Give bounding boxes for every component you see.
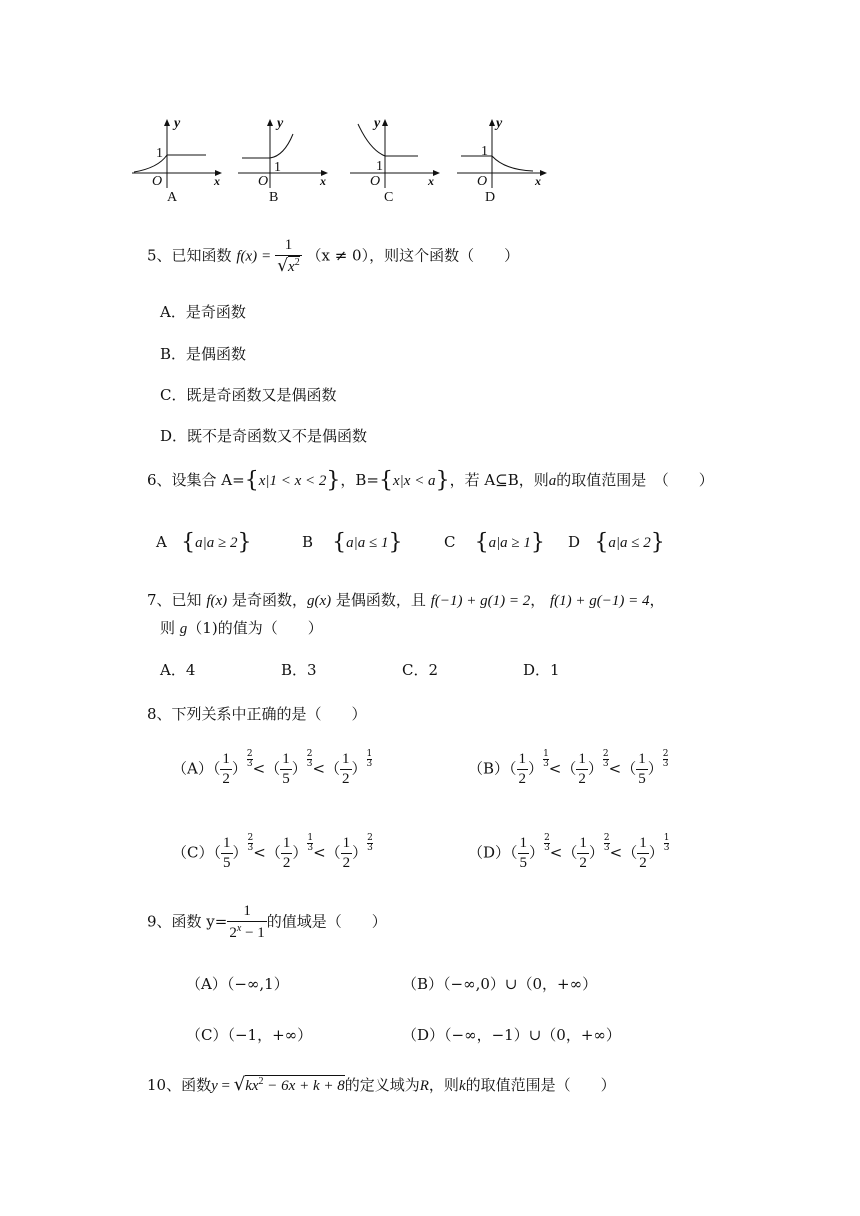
q10-prefix: 10、函数 xyxy=(147,1076,212,1094)
q6-option-label: A xyxy=(156,533,167,551)
origin-label: O xyxy=(477,174,488,189)
x-axis-label: x xyxy=(428,174,434,188)
graph-c xyxy=(348,116,443,206)
q8-option-label: （C） xyxy=(172,843,214,862)
frac-den: 2 xyxy=(342,855,351,871)
q7-text: 是偶函数，且 xyxy=(335,591,426,609)
brace-open: { xyxy=(594,530,609,555)
exp-num: 2 xyxy=(247,833,254,843)
q7-g: g xyxy=(179,621,188,637)
exp-num: 2 xyxy=(246,749,253,759)
exp-num: 2 xyxy=(367,833,373,843)
frac-num: 1 xyxy=(342,751,350,767)
sqrt-sign: √ xyxy=(233,1074,246,1095)
q9-num: 1 xyxy=(243,903,251,919)
exp-den: 3 xyxy=(247,843,254,853)
q7-text: 则 xyxy=(160,619,176,637)
q8-option-label: （A） xyxy=(172,759,213,778)
q7-equation-1: f(−1) + g(1) = 2 xyxy=(430,593,531,609)
exp-num: 1 xyxy=(307,833,314,843)
origin-label: O xyxy=(258,174,269,189)
exp-num: 1 xyxy=(366,749,373,759)
q7-equation-2: f(1) + g(−1) = 4 xyxy=(550,593,650,609)
q6-option-label: C xyxy=(444,533,456,551)
brace-open: { xyxy=(181,530,196,555)
frac-den: 2 xyxy=(579,855,587,871)
q6-tail1: ，若 A⊆B，则 xyxy=(449,471,549,489)
q5-eq: = xyxy=(261,248,271,265)
q6-option-label: B xyxy=(302,533,314,551)
q7-option-b: B．3 xyxy=(281,661,317,679)
q10-mid: 的定义域为 xyxy=(344,1076,420,1094)
q10-radicand xyxy=(245,1075,345,1094)
q6-option-b xyxy=(302,532,402,553)
q7-text: ， xyxy=(530,591,546,609)
exp-den: 3 xyxy=(663,843,670,853)
q10-rad-rest: − 6x + k + 8 xyxy=(263,1078,345,1094)
graph-b-plot xyxy=(236,116,331,191)
q7-line1 xyxy=(147,590,665,611)
q6-option-a xyxy=(156,532,252,553)
exp-den: 3 xyxy=(366,759,373,769)
q6-option-set: a|a ≤ 1 xyxy=(346,535,389,551)
q10-k: k xyxy=(458,1078,466,1094)
exp-den: 3 xyxy=(603,843,610,853)
q5-rad: x xyxy=(288,259,295,275)
brace-close: } xyxy=(388,530,403,555)
graph-label: B xyxy=(269,190,279,205)
x-axis-label: x xyxy=(535,174,541,188)
q7-option-c: C．2 xyxy=(402,661,439,679)
one-label: 1 xyxy=(156,146,163,161)
q8-option-label: （D） xyxy=(468,843,511,862)
brace-open: { xyxy=(474,530,489,555)
origin-label: O xyxy=(152,174,163,189)
q9-den xyxy=(227,921,266,941)
x-axis-label: x xyxy=(214,174,220,188)
q10-rad: kx xyxy=(245,1078,259,1094)
q7-text: ， xyxy=(649,591,665,609)
frac-num: 1 xyxy=(282,835,291,851)
q7-fx: f(x) xyxy=(206,593,228,609)
brace-close: } xyxy=(650,530,665,555)
frac-den: 5 xyxy=(282,771,290,787)
q6-option-set: a|a ≥ 1 xyxy=(488,535,531,551)
exp-num: 2 xyxy=(602,749,609,759)
q7-option-a: A．4 xyxy=(160,661,196,679)
q9-option-d: （D）（−∞，−1）∪（0，+∞） xyxy=(402,1026,621,1044)
q7-option-d: D．1 xyxy=(523,661,560,679)
q7-text: （1)的值为（ ） xyxy=(187,619,323,637)
q7-gx: g(x) xyxy=(306,593,332,609)
q9-den-rest: − 1 xyxy=(241,925,265,941)
graph-label: D xyxy=(485,190,496,205)
origin-label: O xyxy=(370,174,381,189)
q5-fx: f(x) xyxy=(236,248,258,265)
q9-fraction xyxy=(227,904,266,941)
frac-num: 1 xyxy=(282,751,290,767)
q5-num: 1 xyxy=(284,237,293,253)
q5-option-c: C．既是奇函数又是偶函数 xyxy=(160,386,337,404)
frac-den: 2 xyxy=(222,771,230,787)
exp-num: 1 xyxy=(543,749,549,759)
q5-den: $√x^2$ xyxy=(277,256,300,276)
q6-mid: ，B= xyxy=(340,471,379,489)
q9-option-a: （A）（−∞,1） xyxy=(186,975,289,993)
q7-text: 是奇函数， xyxy=(231,591,307,609)
x-axis-label: x xyxy=(320,174,326,188)
exp-den: 3 xyxy=(544,843,550,853)
q5-exp: 2 xyxy=(294,257,300,268)
frac-num: 1 xyxy=(223,835,231,851)
frac-den: 2 xyxy=(282,855,291,871)
frac-den: 2 xyxy=(578,771,586,787)
q8-option-a: （A）（ $\frac{1}{2}$ ） $\frac{2}{3}$ <（ $\frac{1}{5}$ ） $\frac{2}{3}$ <（ $\frac{1}{2}$ ） $\frac{1}{3}$ xyxy=(172,749,373,787)
exp-den: 3 xyxy=(306,759,313,769)
graph-a xyxy=(130,116,225,206)
q5-prefix: 5、已知函数 xyxy=(147,246,232,265)
graph-label: A xyxy=(167,190,178,205)
q9-option-b: （B）（−∞,0）∪（0，+∞） xyxy=(402,975,598,993)
y-axis-label: y xyxy=(496,116,503,131)
q8-option-b: （B）（ $\frac{1}{2}$ ） $\frac{1}{3}$ <（ $\frac{1}{2}$ ） $\frac{2}{3}$ <（ $\frac{1}{5}$ ） $\frac{2}{3}$ xyxy=(468,749,669,787)
exp-num: 2 xyxy=(662,749,669,759)
frac-den: 5 xyxy=(519,855,528,871)
exp-den: 3 xyxy=(543,759,549,769)
brace-open: { xyxy=(379,468,393,493)
q10-R: R xyxy=(419,1078,429,1094)
q6-option-set: a|a ≥ 2 xyxy=(195,535,238,551)
q5-fraction xyxy=(275,238,302,275)
q10-stem xyxy=(147,1075,616,1096)
brace-close: } xyxy=(326,468,341,493)
frac-num: 1 xyxy=(638,751,646,767)
q6-tail2: 的取值范围是 （ ） xyxy=(556,471,714,489)
exp-num: 1 xyxy=(663,833,670,843)
q8-option-d: （D）（ $\frac{1}{5}$ ） $\frac{2}{3}$ <（ $\frac{1}{2}$ ） $\frac{2}{3}$ <（ $\frac{1}{2}$ ） $\frac{1}{3}$ xyxy=(468,833,670,871)
q9-option-c: （C）（−1，+∞） xyxy=(186,1026,313,1044)
q5-stem xyxy=(147,238,519,275)
q6-stem xyxy=(147,470,714,491)
q6-set-b: x|x < a xyxy=(393,473,436,489)
frac-num: 1 xyxy=(578,751,586,767)
q10-y: y xyxy=(211,1078,218,1094)
q8-stem: 8、下列关系中正确的是（ ） xyxy=(147,705,367,723)
y-axis-label: y xyxy=(174,116,181,131)
q7-line2 xyxy=(160,618,323,639)
exp-den: 3 xyxy=(602,759,609,769)
q10-suffix: 的取值范围是（ ） xyxy=(465,1076,616,1094)
q9-den-exp: x xyxy=(236,923,242,934)
exp-num: 2 xyxy=(544,833,550,843)
one-label: 1 xyxy=(274,160,281,175)
q6-option-set: a|a ≤ 2 xyxy=(608,535,651,551)
q5-option-d: D．既不是奇函数又不是偶函数 xyxy=(160,427,368,445)
y-axis-label: y xyxy=(374,116,381,131)
q10-mid2: ，则 xyxy=(428,1076,459,1094)
brace-close: } xyxy=(530,530,545,555)
one-label: 1 xyxy=(376,159,383,174)
frac-den: 2 xyxy=(342,771,350,787)
one-label: 1 xyxy=(481,144,488,159)
frac-num: 1 xyxy=(222,751,230,767)
exp-den: 3 xyxy=(367,843,373,853)
q9-stem xyxy=(147,904,387,941)
q7-text: 7、已知 xyxy=(147,591,202,609)
q10-eq: = xyxy=(217,1078,234,1094)
frac-den: 5 xyxy=(223,855,231,871)
frac-num: 1 xyxy=(518,751,527,767)
q6-a: a xyxy=(548,473,557,489)
brace-open: { xyxy=(244,468,259,493)
q5-option-b: B．是偶函数 xyxy=(160,345,247,363)
q6-set-a: x|1 < x < 2 xyxy=(258,473,327,489)
y-axis-label: y xyxy=(277,116,284,131)
exp-num: 2 xyxy=(306,749,313,759)
brace-close: } xyxy=(435,468,450,493)
q5-option-a: A．是奇函数 xyxy=(160,303,246,321)
q8-option-c: （C）（ $\frac{1}{5}$ ） $\frac{2}{3}$ <（ $\frac{1}{2}$ ） $\frac{1}{3}$ <（ $\frac{1}{2}$ ） $\frac{2}{3}$ xyxy=(172,833,373,871)
q5-condition: （x ≠ 0），则这个函数（ ） xyxy=(306,246,520,265)
q9-prefix: 9、函数 y= xyxy=(147,912,228,931)
q9-suffix: 的值域是（ ） xyxy=(266,912,387,931)
q6-option-c xyxy=(444,532,545,553)
frac-den: 2 xyxy=(518,771,527,787)
brace-open: { xyxy=(332,530,347,555)
q8-option-label: （B） xyxy=(468,759,510,778)
exp-num: 2 xyxy=(603,833,610,843)
frac-num: 1 xyxy=(639,835,647,851)
graph-b xyxy=(236,116,331,206)
exp-den: 3 xyxy=(307,843,314,853)
q10-exp: 2 xyxy=(258,1076,264,1087)
graph-label: C xyxy=(384,190,394,205)
q6-option-d xyxy=(568,532,665,553)
exp-den: 3 xyxy=(246,759,253,769)
frac-den: 5 xyxy=(638,771,646,787)
graph-d xyxy=(455,116,550,206)
exp-den: 3 xyxy=(662,759,669,769)
frac-num: 1 xyxy=(519,835,528,851)
frac-den: 2 xyxy=(639,855,647,871)
frac-num: 1 xyxy=(579,835,587,851)
frac-num: 1 xyxy=(342,835,351,851)
q9-den-base: 2 xyxy=(229,925,237,941)
q6-option-label: D xyxy=(568,533,581,551)
q6-prefix: 6、设集合 A= xyxy=(147,471,245,489)
brace-close: } xyxy=(237,530,252,555)
